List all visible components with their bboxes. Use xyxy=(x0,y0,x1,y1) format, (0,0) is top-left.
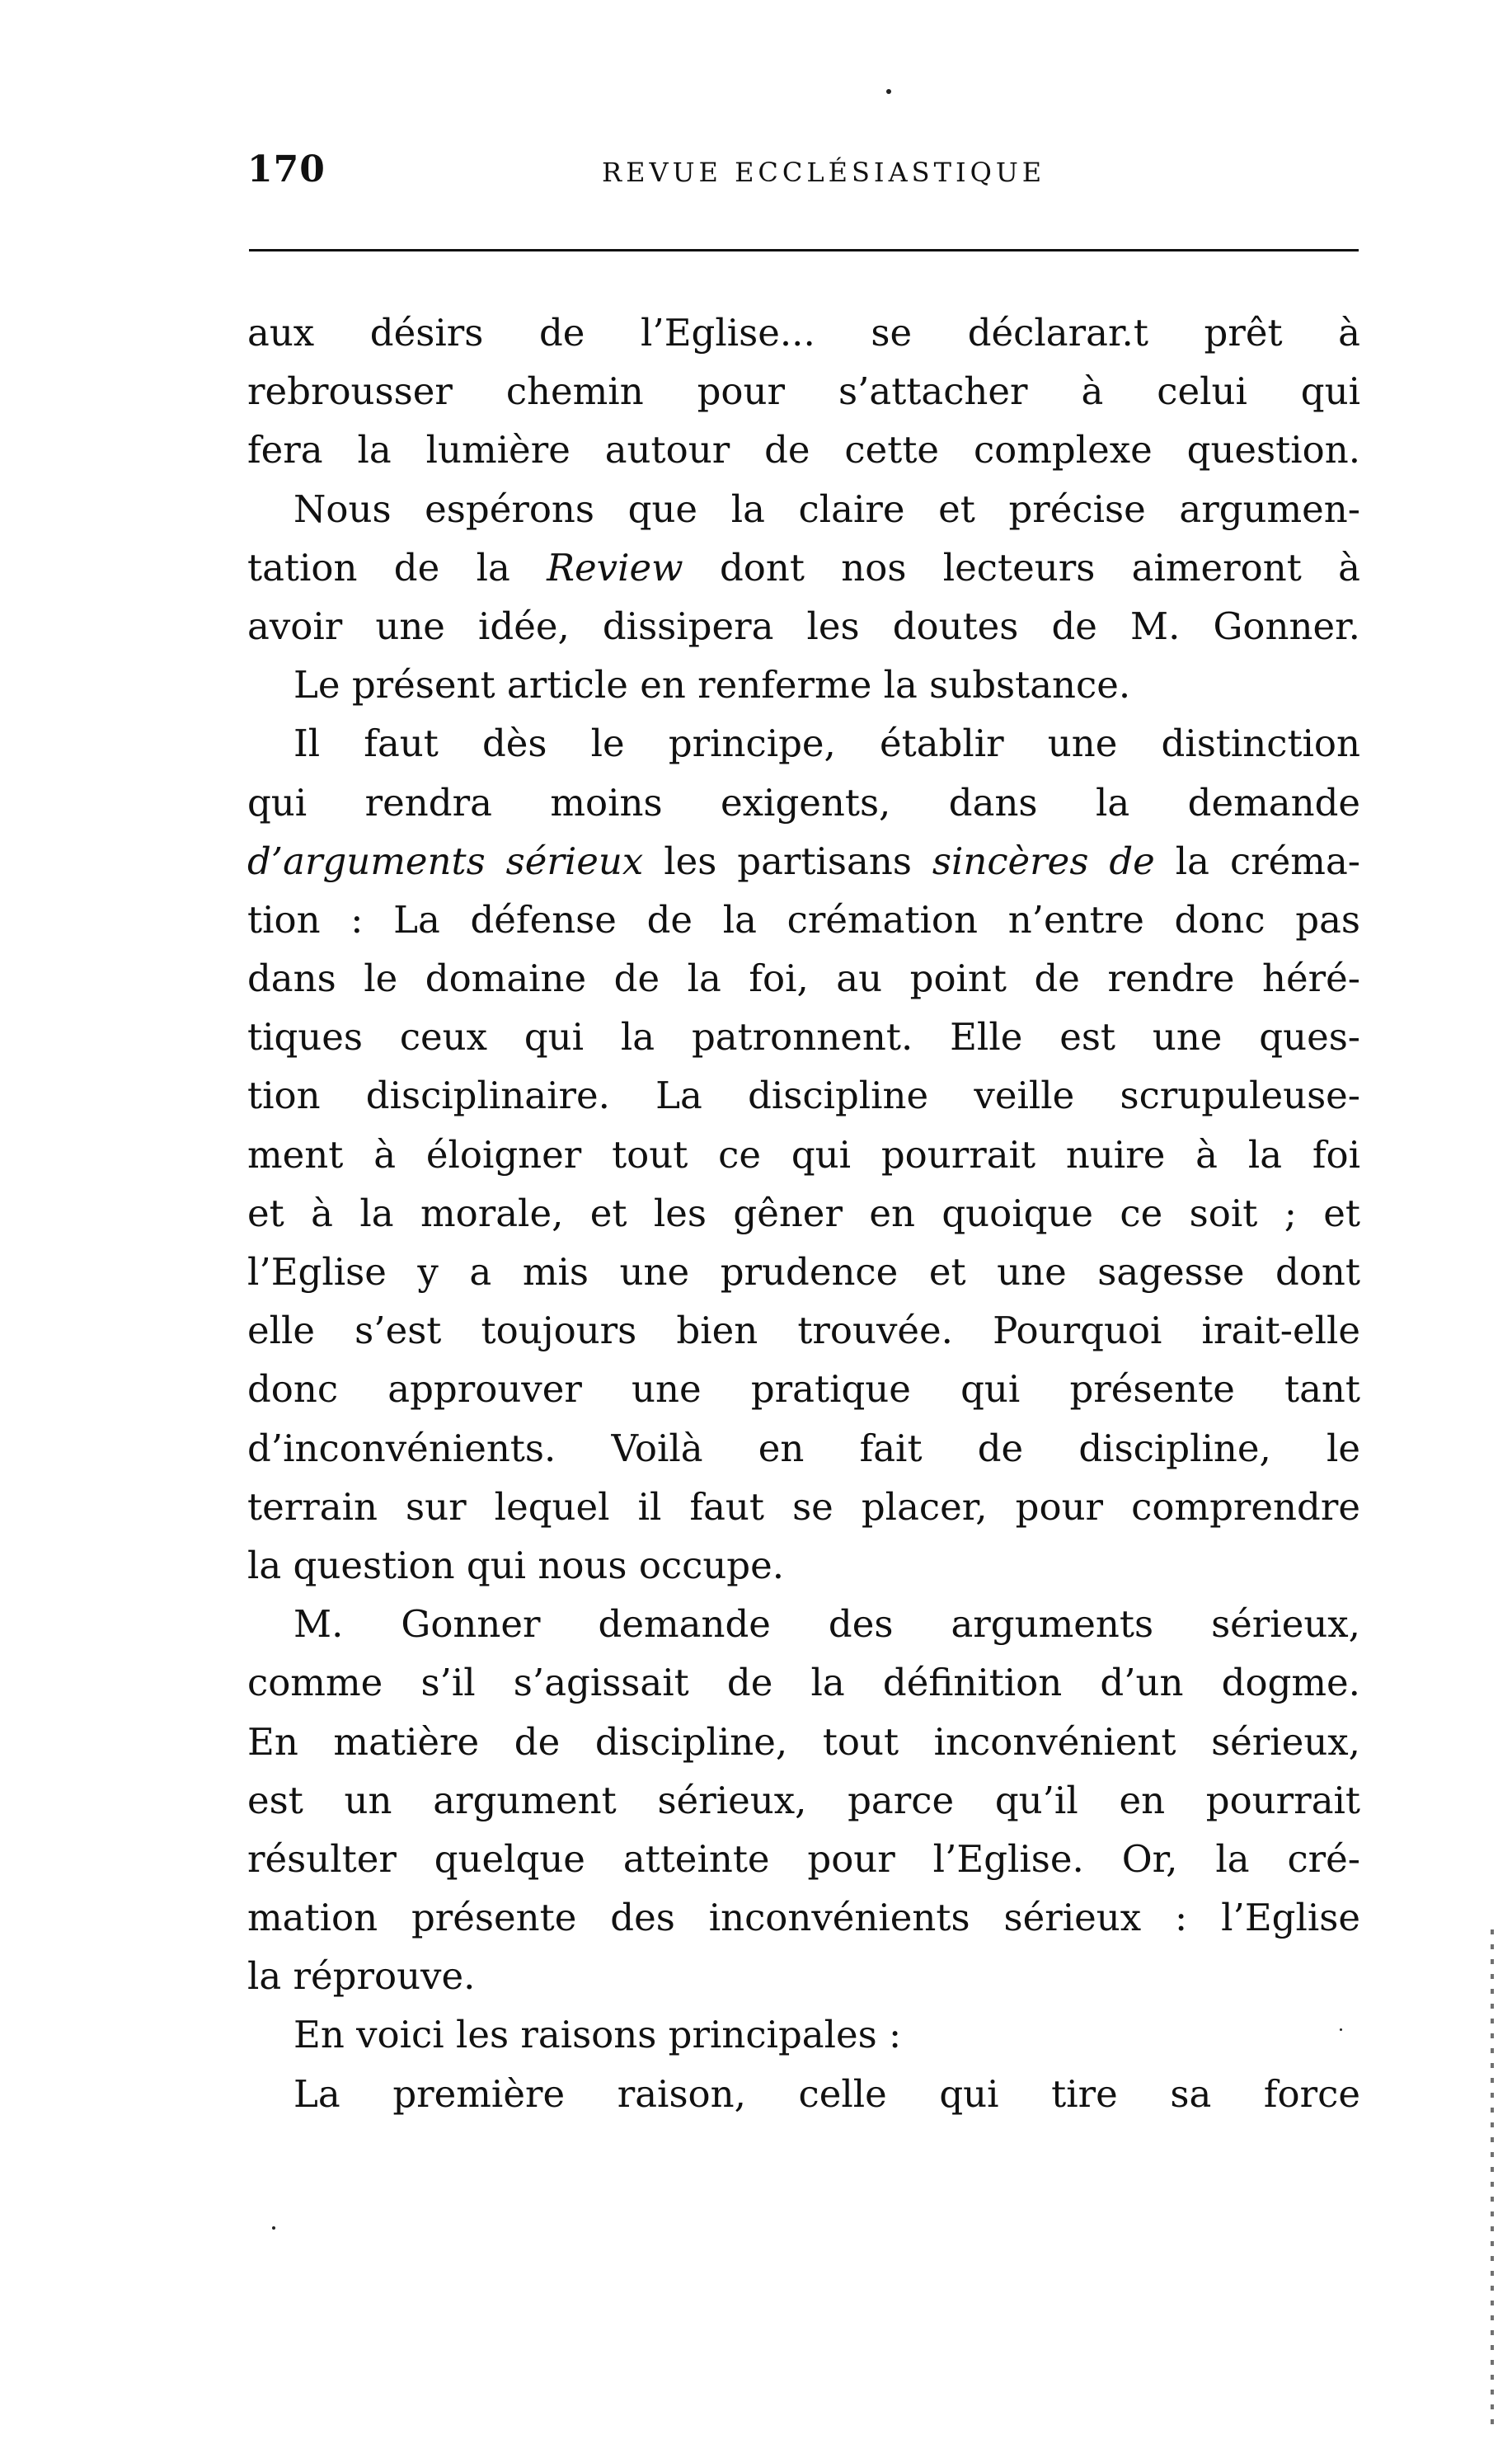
paragraph-start-line: La première raison, celle qui tire sa force xyxy=(293,2071,1360,2116)
paragraph-start-line: M. Gonner demande des arguments sérieux, xyxy=(293,1602,1360,1647)
text-line: terrain sur lequel il faut se placer, pour comprendre xyxy=(247,1484,1360,1529)
paragraph-start-line: Il faut dès le principe, établir une distinction xyxy=(293,721,1360,766)
page-header xyxy=(247,148,1360,214)
running-title: REVUE ECCLÉSIASTIQUE xyxy=(602,157,1046,188)
text-line: donc approuver une pratique qui présente tant xyxy=(247,1367,1360,1412)
text-line: et à la morale, et les gêner en quoique ce soit ; et xyxy=(247,1191,1360,1235)
text-line: d’arguments sérieux les partisans sincères de la créma- xyxy=(247,839,1360,883)
text-line: comme s’il s’agissait de la définition d’un dogme. xyxy=(247,1661,1360,1705)
paragraph-start-line: Le présent article en renferme la substance. xyxy=(293,663,1131,707)
body-text xyxy=(247,303,1360,2123)
text-line: tation de la Review dont nos lecteurs aimeront à xyxy=(247,545,1360,590)
text-line: qui rendra moins exigents, dans la demande xyxy=(247,780,1360,825)
text-line: est un argument sérieux, parce qu’il en pourrait xyxy=(247,1778,1360,1822)
ink-speck xyxy=(272,2226,275,2230)
text-line: aux désirs de l’Eglise... se déclarar.t prêt à xyxy=(247,311,1360,355)
text-line: rebrousser chemin pour s’attacher à celui qui xyxy=(247,369,1360,414)
text-line: mation présente des inconvénients sérieux : l’Eglise xyxy=(247,1896,1360,1940)
text-line: dans le domaine de la foi, au point de rendre héré- xyxy=(247,956,1360,1001)
paragraph-start-line: Nous espérons que la claire et précise argumen- xyxy=(293,486,1360,531)
text-line: tiques ceux qui la patronnent. Elle est une ques- xyxy=(247,1015,1360,1060)
italic-review: Review xyxy=(547,545,683,590)
text-line: tion disciplinaire. La discipline veille scrupuleuse- xyxy=(247,1074,1360,1118)
text-line: elle s’est toujours bien trouvée. Pourquoi irait-elle xyxy=(247,1309,1360,1353)
text-line: d’inconvénients. Voilà en fait de discipline, le xyxy=(247,1426,1360,1470)
italic-arguments-serieux: d’arguments sérieux xyxy=(247,839,644,883)
italic-sinceres-de: sincères de xyxy=(932,839,1155,883)
header-rule xyxy=(249,249,1359,251)
text-line: En matière de discipline, tout inconvénient sérieux, xyxy=(247,1719,1360,1764)
paragraph-start-line: En voici les raisons principales : xyxy=(293,2013,902,2057)
text-line: ment à éloigner tout ce qui pourrait nuire à la foi xyxy=(247,1132,1360,1177)
ink-speck xyxy=(886,89,891,94)
ink-speck xyxy=(1340,2028,1342,2031)
text-line: la réprouve. xyxy=(247,1954,476,1999)
text-line: fera la lumière autour de cette complexe question. xyxy=(247,428,1360,472)
margin-binding-marks xyxy=(1491,1929,1494,2424)
text-line: tion : La défense de la crémation n’entre donc pas xyxy=(247,897,1360,942)
page-number: 170 xyxy=(247,148,326,190)
text-line: la question qui nous occupe. xyxy=(247,1543,785,1587)
text-line: avoir une idée, dissipera les doutes de M. Gonner. xyxy=(247,604,1360,648)
text-line: l’Eglise y a mis une prudence et une sagesse dont xyxy=(247,1250,1360,1294)
text-line: résulter quelque atteinte pour l’Eglise. Or, la cré- xyxy=(247,1836,1360,1881)
